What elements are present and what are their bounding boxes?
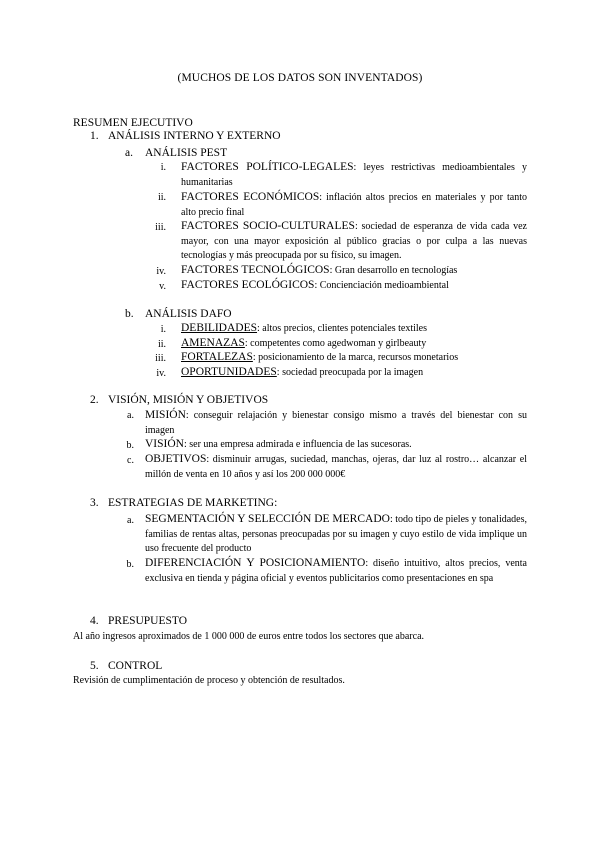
dafo-item-1-text: : altos precios, clientes potenciales textiles — [257, 323, 427, 334]
pest-title: ANÁLISIS PEST — [145, 147, 228, 159]
pest-item-4 — [181, 263, 527, 279]
pest-item-2-key: FACTORES ECONÓMICOS — [181, 191, 320, 203]
s3-item-2-text: : diseño intuitivo, altos precios, venta exclusiva en tienda y página oficial y eventos publicitarios como presentaciones en spa — [145, 558, 527, 584]
s2-item-1-key: MISIÓN — [145, 409, 186, 421]
pest-item-2-text: : inflación altos precios en materiales y por tanto alto precio final — [181, 192, 527, 218]
pest-item-2 — [181, 190, 527, 220]
dafo-item-2-key: AMENAZAS — [181, 337, 245, 349]
pest-item-1-label: i. — [160, 162, 166, 173]
pest-item-4-label: iv. — [156, 266, 166, 277]
pest-item-1 — [181, 160, 527, 190]
main-heading: RESUMEN EJECUTIVO — [73, 117, 193, 129]
s2-item-2-text: : ser una empresa admirada e influencia de las sucesoras. — [183, 439, 412, 450]
pest-item-3-key: FACTORES SOCIO-CULTURALES — [181, 220, 355, 232]
s2-item-2-key: VISIÓN — [145, 438, 184, 450]
s3-item-2-label: b. — [126, 559, 134, 570]
section-4-text: Al año ingresos aproximados de 1 000 000 de euros entre todos los sectores que abarca. — [73, 631, 425, 642]
pest-item-1-text: : leyes restrictivas medioambientales y humanitarias — [181, 162, 527, 188]
pest-item-4-text: : Gran desarrollo en tecnologías — [329, 265, 458, 276]
dafo-letter: b. — [125, 308, 134, 320]
section-5-text: Revisión de cumplimentación de proceso y obtención de resultados. — [73, 675, 345, 686]
dafo-item-3 — [181, 350, 527, 366]
pest-item-5-label: v. — [159, 281, 166, 292]
dafo-item-4 — [181, 365, 527, 381]
dafo-item-4-text: : sociedad preocupada por la imagen — [276, 367, 424, 378]
pest-item-5-text: : Concienciación medioambiental — [314, 280, 449, 291]
pest-letter: a. — [125, 147, 133, 159]
s2-item-3-key: OBJETIVOS — [145, 453, 207, 465]
s2-item-2 — [145, 437, 527, 453]
s3-item-1-label: a. — [127, 515, 134, 526]
pest-item-3 — [181, 219, 527, 264]
section-5-number: 5. — [90, 660, 99, 672]
section-1-number: 1. — [90, 130, 99, 142]
s2-item-3 — [145, 452, 527, 482]
pest-item-5-key: FACTORES ECOLÓGICOS — [181, 279, 315, 291]
s3-item-1-key: SEGMENTACIÓN Y SELECCIÓN DE MERCADO — [145, 513, 390, 525]
s2-item-1-label: a. — [127, 410, 134, 421]
dafo-item-2-label: ii. — [157, 339, 166, 350]
s2-item-2-label: b. — [126, 440, 134, 451]
s2-item-3-label: c. — [127, 455, 134, 466]
s3-item-1-text: : todo tipo de pieles y tonalidades, familias de rentas altas, personas preocupadas por su imagen y cuyo estilo de vida implique un uso frecuente del producto — [145, 514, 527, 554]
section-4-title: PRESUPUESTO — [108, 615, 188, 627]
pest-item-1-key: FACTORES POLÍTICO-LEGALES — [181, 161, 354, 173]
section-5-title: CONTROL — [108, 660, 163, 672]
section-3-title: ESTRATEGIAS DE MARKETING: — [108, 497, 278, 509]
section-3-number: 3. — [90, 497, 99, 509]
s2-item-1 — [145, 408, 527, 438]
pest-item-2-label: ii. — [157, 192, 166, 203]
pest-item-3-label: iii. — [155, 222, 166, 233]
dafo-item-3-label: iii. — [155, 353, 166, 364]
dafo-item-2-text: : competentes como agedwoman y girlbeauty — [244, 338, 427, 349]
dafo-title: ANÁLISIS DAFO — [145, 308, 232, 320]
document-note: (MUCHOS DE LOS DATOS SON INVENTADOS) — [177, 72, 423, 84]
dafo-item-1 — [181, 321, 527, 337]
dafo-item-1-key: DEBILIDADES — [181, 322, 258, 334]
pest-item-4-key: FACTORES TECNOLÓGICOS — [181, 264, 330, 276]
section-2-number: 2. — [90, 394, 99, 406]
dafo-item-1-label: i. — [160, 324, 166, 335]
dafo-item-3-key: FORTALEZAS — [181, 351, 253, 363]
pest-item-3-text: : sociedad de esperanza de vida cada vez mayor, con una mayor exposición al público gracias o por culpa a las nuevas tecnologías y más preocupada por su físico, su imagen. — [181, 221, 527, 261]
pest-item-5 — [181, 278, 527, 294]
dafo-item-4-label: iv. — [156, 368, 166, 379]
s3-item-2-key: DIFERENCIACIÓN Y POSICIONAMIENTO — [145, 557, 366, 569]
section-2-title: VISIÓN, MISIÓN Y OBJETIVOS — [108, 394, 269, 406]
s2-item-3-text: : disminuir arrugas, suciedad, manchas, ojeras, dar luz al rostro… alcanzar el millón de venta en 10 años y así los 200 000 000€ — [145, 454, 527, 480]
dafo-item-3-text: : posicionamiento de la marca, recursos monetarios — [252, 352, 459, 363]
s3-item-1 — [145, 512, 527, 557]
section-1-title: ANÁLISIS INTERNO Y EXTERNO — [108, 130, 281, 142]
dafo-item-4-key: OPORTUNIDADES — [181, 366, 277, 378]
s3-item-2 — [145, 556, 527, 586]
section-4-number: 4. — [90, 615, 99, 627]
s2-item-1-text: : conseguir relajación y bienestar consigo mismo a través del bienestar con su imagen — [145, 410, 527, 436]
